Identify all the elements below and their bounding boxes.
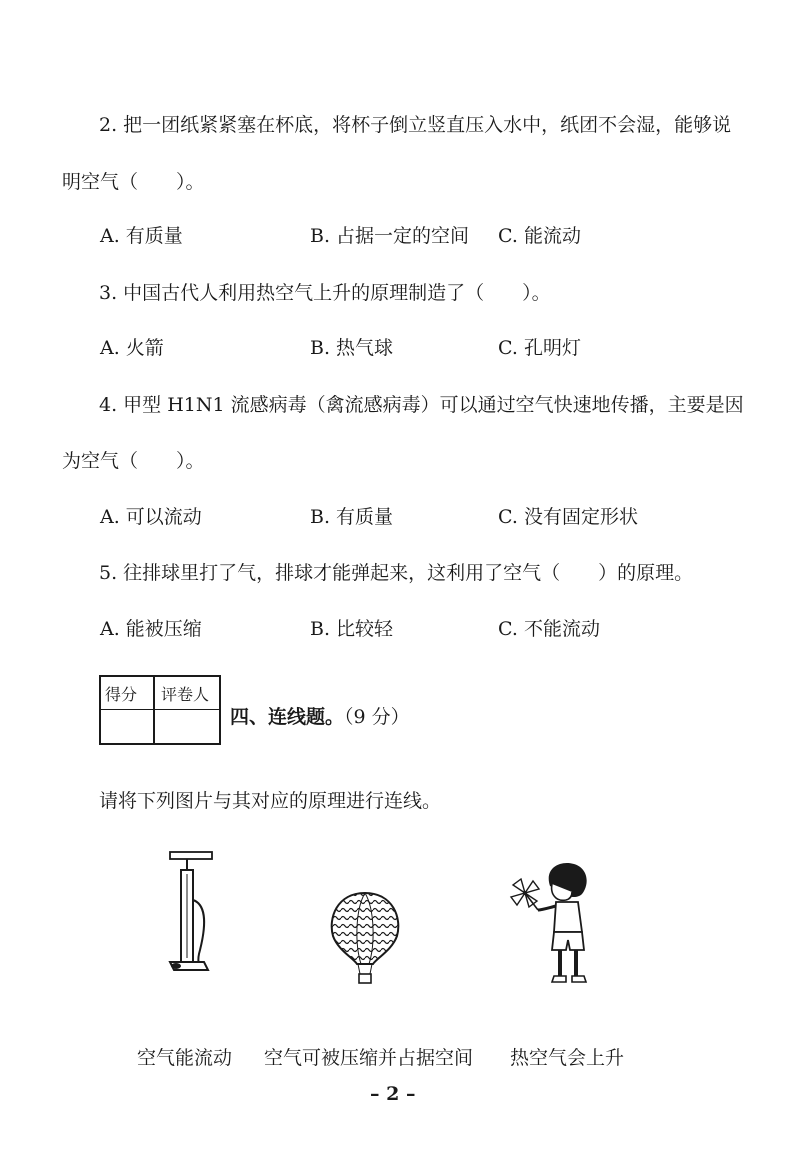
question-2-option-c: C. 能流动 — [498, 225, 581, 247]
question-4-line1: 4. 甲型 H1N1 流感病毒（禽流感病毒）可以通过空气快速地传播，主要是因 — [99, 394, 744, 416]
hot-air-balloon-picture — [325, 890, 405, 985]
question-2-line1: 2. 把一团纸紧紧塞在杯底，将杯子倒立竖直压入水中，纸团不会湿，能够说 — [99, 114, 732, 136]
question-3-line1: 3. 中国古代人利用热空气上升的原理制造了（ ）。 — [99, 282, 551, 304]
question-3-option-a: A. 火箭 — [100, 337, 164, 359]
page-number: – 2 – — [370, 1083, 416, 1105]
section-title — [230, 702, 410, 729]
score-table-divider — [153, 677, 155, 743]
instruction-text: 请将下列图片与其对应的原理进行连线。 — [99, 790, 442, 812]
caption-hot-air-rises: 热空气会上升 — [510, 1047, 625, 1069]
grader-label: 评卷人 — [161, 685, 210, 704]
child-with-pinwheel-picture — [508, 858, 598, 988]
question-3-option-c: C. 孔明灯 — [498, 337, 581, 359]
caption-air-flows: 空气能流动 — [137, 1047, 233, 1069]
question-3-option-b: B. 热气球 — [310, 337, 394, 359]
question-4-option-b: B. 有质量 — [310, 506, 394, 528]
question-4-option-c: C. 没有固定形状 — [498, 506, 638, 528]
question-5-option-b: B. 比较轻 — [310, 618, 394, 640]
bicycle-pump-picture — [160, 850, 220, 980]
score-label: 得分 — [105, 685, 138, 704]
question-2-option-b: B. 占据一定的空间 — [310, 225, 470, 247]
question-2-option-a: A. 有质量 — [100, 225, 183, 247]
question-5-option-a: A. 能被压缩 — [100, 618, 202, 640]
question-5-option-c: C. 不能流动 — [498, 618, 600, 640]
section-heading: 四、连线题。 — [230, 706, 345, 728]
score-table — [99, 675, 221, 745]
question-5-line1: 5. 往排球里打了气，排球才能弹起来，这利用了空气（ ）的原理。 — [99, 562, 694, 584]
question-4-line2: 为空气（ ）。 — [62, 450, 205, 472]
section-points: （9 分） — [344, 706, 410, 728]
question-2-line2: 明空气（ ）。 — [62, 171, 205, 193]
question-4-option-a: A. 可以流动 — [100, 506, 202, 528]
caption-air-compressible: 空气可被压缩并占据空间 — [264, 1047, 474, 1069]
